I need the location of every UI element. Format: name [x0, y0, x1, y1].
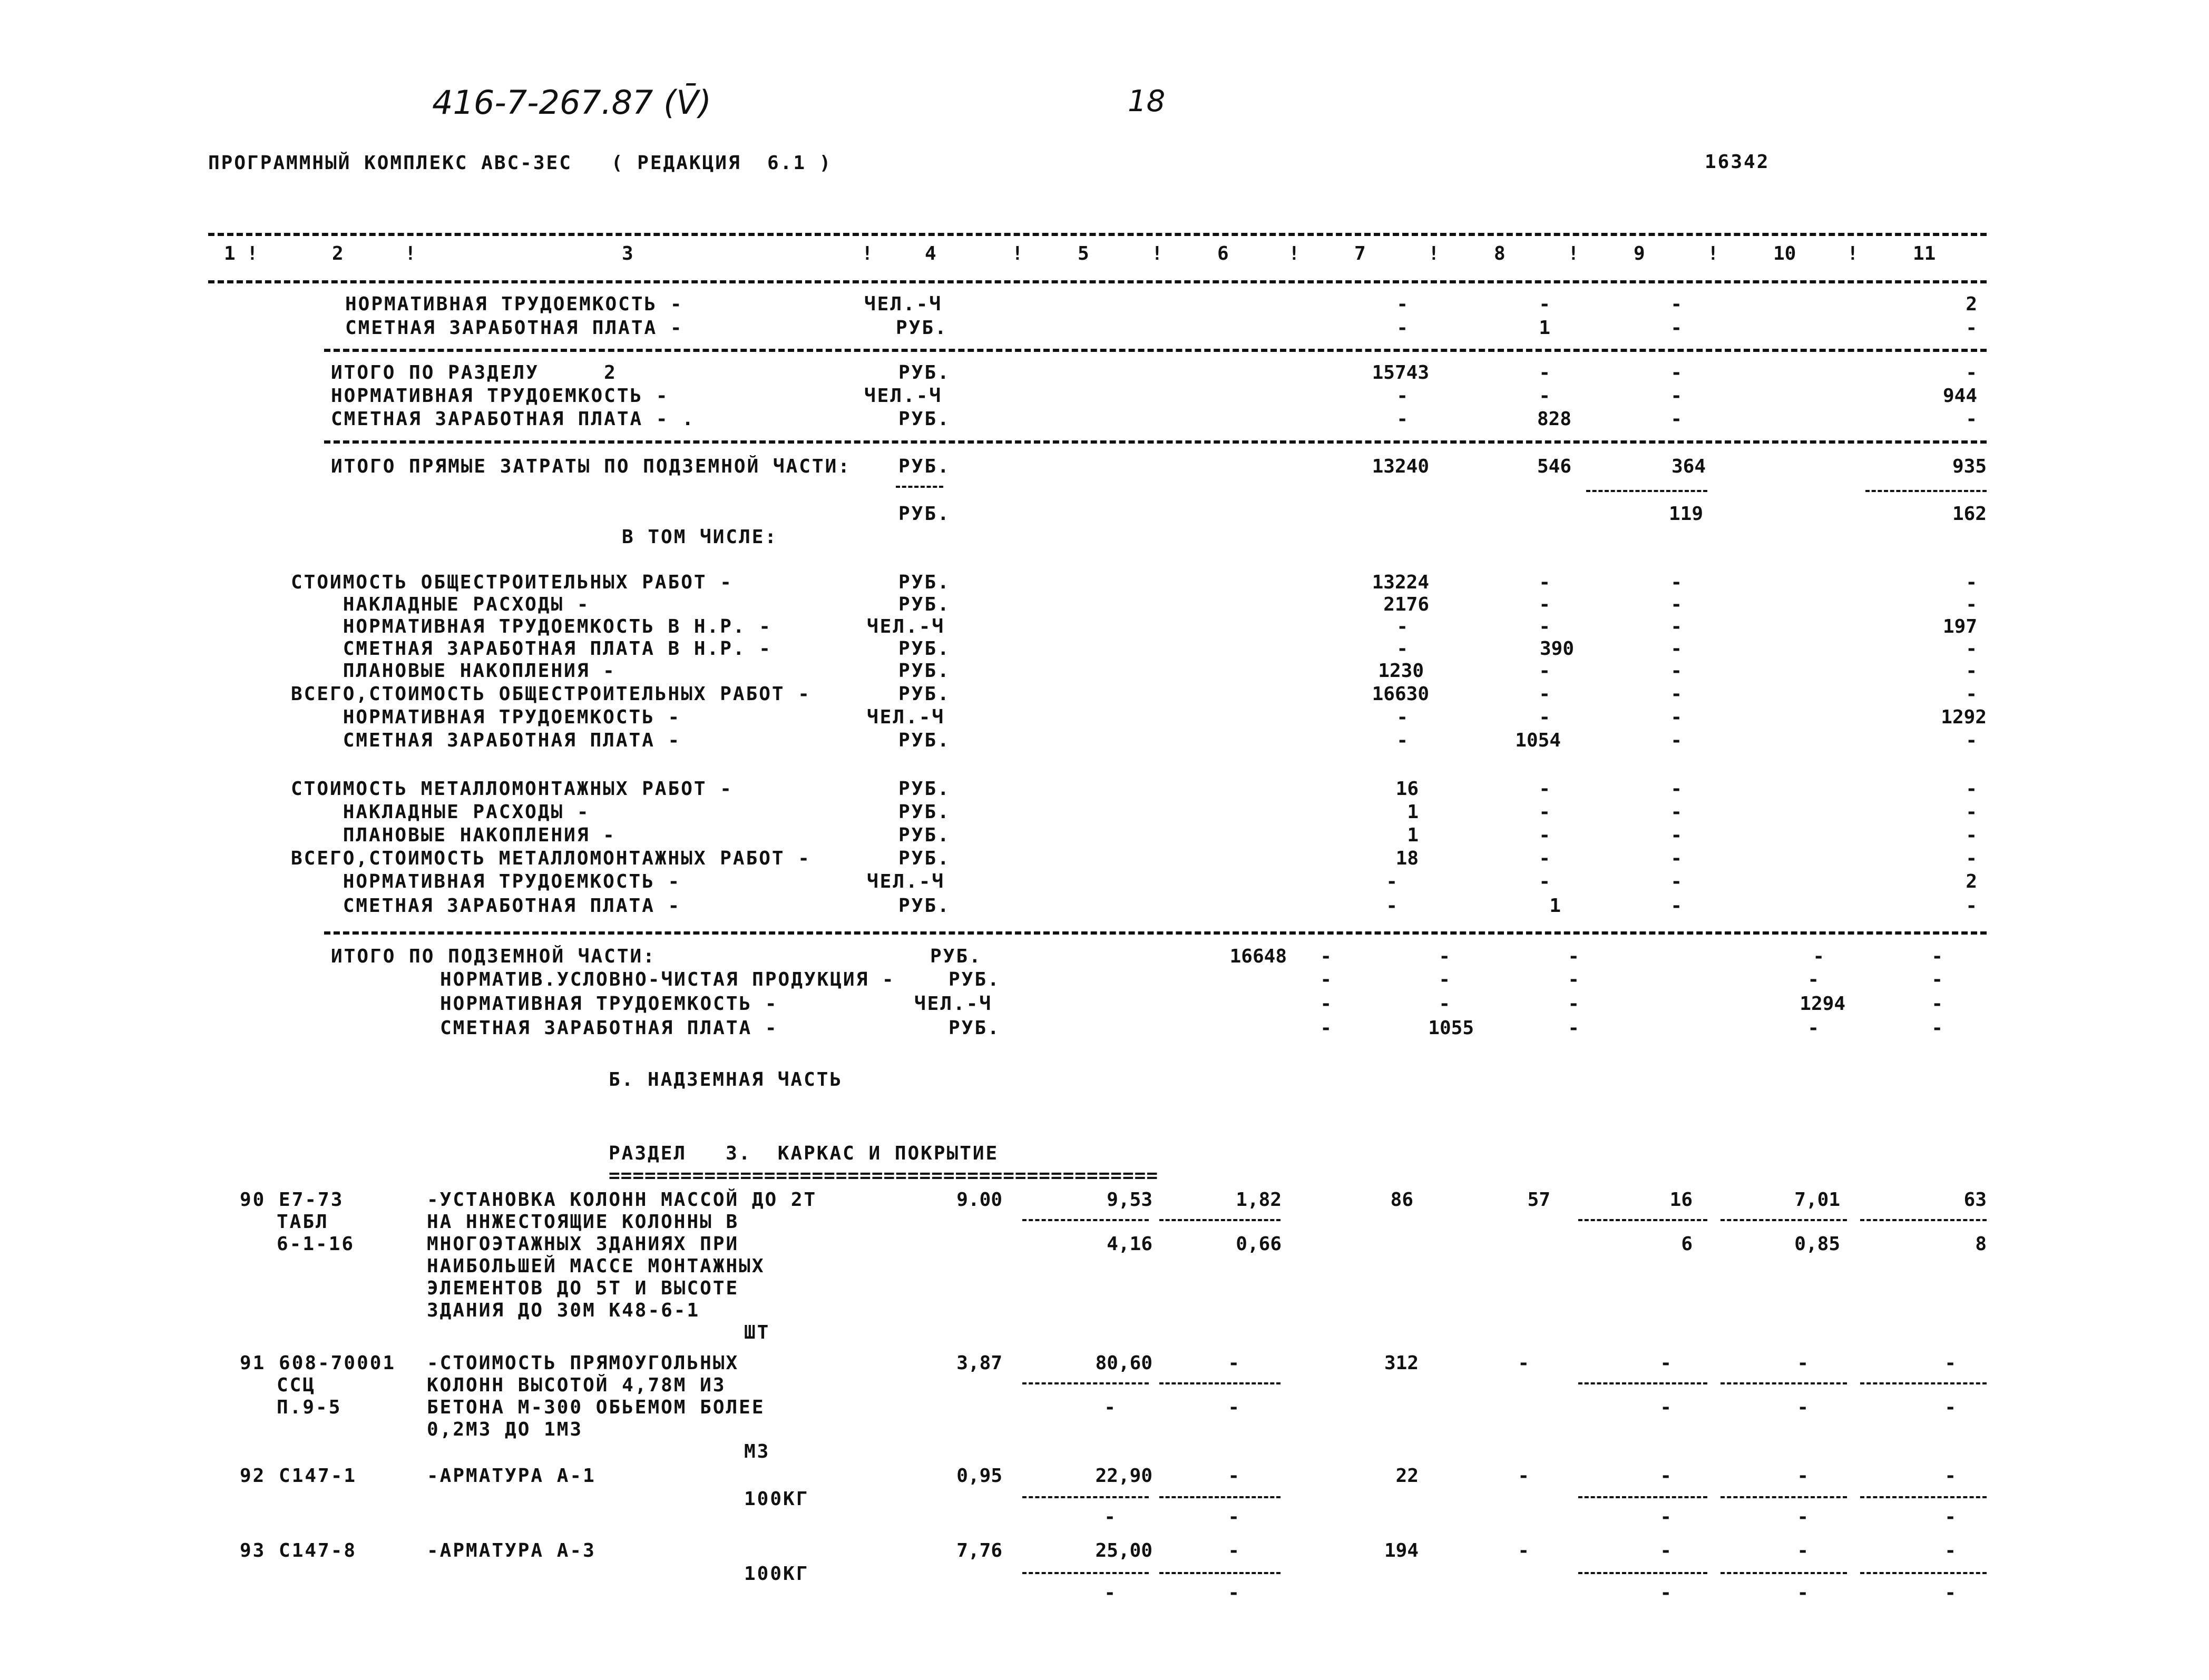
program-title: ПРОГРАММНЫЙ КОМПЛЕКС АВС-3ЕС ( РЕДАКЦИЯ 6.1 ): [208, 152, 833, 174]
col-header: 10: [1773, 243, 1796, 264]
section3-title: РАЗДЕЛ 3. КАРКАС И ПОКРЫТИЕ: [609, 1143, 999, 1164]
col-header: 9: [1634, 243, 1645, 264]
page-number: 18: [1128, 84, 1166, 119]
col-header: 6: [1217, 243, 1229, 264]
header-bottom-rule: [208, 280, 1987, 283]
header-top-rule: [208, 233, 1987, 236]
doc-code: 416-7-267.87 (V̄): [432, 83, 711, 122]
col-header: 8: [1494, 243, 1506, 264]
col-header: 1: [224, 243, 236, 264]
document-page: 416-7-267.87 (V̄) 18 ПРОГРАММНЫЙ КОМПЛЕКС АВС-3ЕС ( РЕДАКЦИЯ 6.1 ) 16342 1 ! 2 ! 3 ! 4 ! 5 ! 6 ! 7 ! 8 ! 9 ! 10 ! 11 НОРМАТИВНАЯ ТРУДОЕМКОСТЬ - ЧЕЛ.-Ч - - - 2 СМЕТНАЯ ЗАРАБОТНАЯ ПЛАТА - РУБ. - 1 - - ИТОГО ПО РАЗДЕЛУ 2 РУБ. 15743 - - - НОРМАТИВНАЯ ТРУДОЕМКОСТЬ - ЧЕЛ.-Ч - - - 944 СМЕТНАЯ ЗАРАБОТНАЯ ПЛАТА - . РУБ. - 828 - - ИТОГО ПРЯМЫЕ ЗАТРАТЫ ПО ПОДЗЕМНОЙ ЧАСТИ: РУБ. 13240 546 364 935 РУБ. 119 162 В ТОМ ЧИСЛЕ: СТОИМОСТЬ ОБЩЕСТРОИТЕЛЬНЫХ РАБОТ - РУБ. 13224 - - - НАКЛАДНЫЕ РАСХОДЫ - РУБ. 2176 - - - НОРМАТИВНАЯ ТРУДОЕМКОСТЬ В Н.Р. - ЧЕЛ.-Ч - - - 197 СМЕТНАЯ ЗАРАБОТНАЯ ПЛАТА В Н.Р. - РУБ. - 390 - - ПЛАНОВЫЕ НАКОПЛЕНИЯ - РУБ. 1230 - - - ВСЕГО,СТОИМОСТЬ ОБЩЕСТРОИТЕЛЬНЫХ РАБОТ - РУБ. 16630 - - - НОРМАТИВНАЯ ТРУДОЕМКОСТЬ - ЧЕЛ.-Ч - - - 1292 СМЕТНАЯ ЗАРАБОТНАЯ ПЛАТА - РУБ. - 1054 - - СТОИМОСТЬ МЕТАЛЛОМОНТАЖНЫХ РАБОТ - РУБ. 16 - - - НАКЛАДНЫЕ РАСХОДЫ - РУБ. 1 - - - ПЛАНОВЫЕ НАКОПЛЕНИЯ - РУБ. 1 - - - ВСЕГО,СТОИМОСТЬ МЕТАЛЛОМОНТАЖНЫХ РАБОТ - РУБ. 18 - - - НОРМАТИВНАЯ ТРУДОЕМКОСТЬ - ЧЕЛ.-Ч - - - 2 СМЕТНАЯ ЗАРАБОТНАЯ ПЛАТА - РУБ. - 1 - - ИТОГО ПО ПОДЗЕМНОЙ ЧАСТИ: РУБ. 16648 - - - - - НОРМАТИВ.УСЛОВНО-ЧИСТАЯ ПРОДУКЦИЯ - РУБ. - - - - - НОРМАТИВНАЯ ТРУДОЕМКОСТЬ - ЧЕЛ.-Ч - - - 1294 - СМЕТНАЯ ЗАРАБОТНАЯ ПЛАТА - РУБ. - 1055 - - - Б. НАДЗЕМНАЯ ЧАСТЬ РАЗДЕЛ 3. КАРКАС И ПОКРЫТИЕ ============================================== 90 Е7-73 ТАБЛ 6-1-16 -УСТАНОВКА КОЛОНН МАССОЙ ДО 2Т НА ННЖЕСТОЯЩИЕ КОЛОННЫ В МНОГОЭТАЖНЫХ ЗДАНИЯХ ПРИ НАИБОЛЬШЕЙ МАССЕ МОНТАЖНЫХ ЭЛЕМЕНТОВ ДО 5Т И ВЫСОТЕ ЗДАНИЯ ДО 30М К48-6-1 ШТ 9.00 9,53 1,82 86 57 16 7,01 63 4,16 0,66 6 0,85 8 91 608-70001 ССЦ П.9-5 -СТОИМОСТЬ ПРЯМОУГОЛЬНЫХ КОЛОНН ВЫСОТОЙ 4,78М ИЗ БЕТОНА М-300 ОБЬЕМОМ БОЛЕЕ 0,2М3 ДО 1М3 М3 3,87 80,60 - 312 - - - - - - - - - 92 С147-1 -АРМАТУРА А-1 100КГ 0,95 22,90 - 22 - - - - - - - - - 93 С147-8 -АРМАТУРА А-3 100КГ 7,76 25,00 - 194 - - - - - - - - -: [208, 83, 1987, 1604]
section3-underline: ==============================================: [609, 1165, 1158, 1186]
col-header: 7: [1354, 243, 1366, 264]
col-header: 3: [622, 243, 633, 264]
col-header: 2: [332, 243, 344, 264]
including-label: В ТОМ ЧИСЛЕ:: [622, 526, 778, 548]
col-header: 5: [1078, 243, 1089, 264]
col-header: 4: [925, 243, 936, 264]
above-ground-title: Б. НАДЗЕМНАЯ ЧАСТЬ: [609, 1069, 843, 1090]
doc-number: 16342: [1705, 151, 1770, 173]
col-header: 11: [1913, 243, 1936, 264]
